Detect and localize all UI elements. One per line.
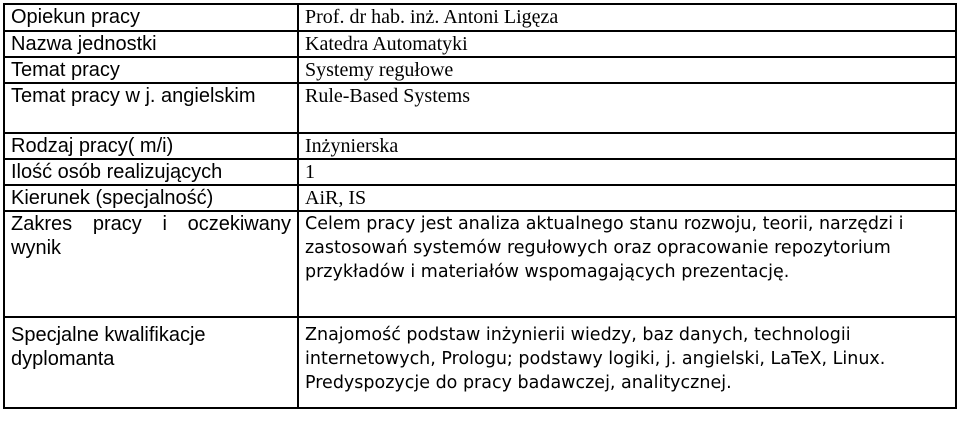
value-unit-name: Katedra Automatyki xyxy=(298,31,956,57)
value-thesis-topic-english: Rule-Based Systems xyxy=(298,83,956,133)
thesis-info-table xyxy=(3,3,957,409)
value-thesis-type: Inżynierska xyxy=(298,133,956,159)
table-row xyxy=(4,211,956,317)
table-row xyxy=(4,83,956,133)
label-scope-and-result: Zakres pracy i oczekiwany wynik xyxy=(4,211,298,317)
value-scope-and-result: Celem pracy jest analiza aktualnego stanu rozwoju, teorii, narzędzi i zastosowań systemów regułowych oraz opracowanie repozytorium przykładów i materiałów wspomagających prezentację. xyxy=(298,211,956,317)
label-special-qualifications: Specjalne kwalifikacje dyplomanta xyxy=(4,317,298,408)
table-row xyxy=(4,133,956,159)
value-field-specialty: AiR, IS xyxy=(298,185,956,211)
table-row xyxy=(4,4,956,31)
value-person-count: 1 xyxy=(298,159,956,185)
table-row xyxy=(4,185,956,211)
label-thesis-type: Rodzaj pracy( m/i) xyxy=(4,133,298,159)
value-special-qualifications: Znajomość podstaw inżynierii wiedzy, baz danych, technologii internetowych, Prologu; podstawy logiki, j. angielski, LaTeX, Linux. Predyspozycje do pracy badawczej, analitycznej. xyxy=(298,317,956,408)
value-supervisor: Prof. dr hab. inż. Antoni Ligęza xyxy=(298,4,956,31)
label-person-count: Ilość osób realizujących xyxy=(4,159,298,185)
value-thesis-topic: Systemy regułowe xyxy=(298,57,956,83)
label-thesis-topic-english: Temat pracy w j. angielskim xyxy=(4,83,298,133)
table-row xyxy=(4,57,956,83)
label-thesis-topic: Temat pracy xyxy=(4,57,298,83)
label-field-specialty: Kierunek (specjalność) xyxy=(4,185,298,211)
table-row xyxy=(4,31,956,57)
table-row xyxy=(4,317,956,408)
label-unit-name: Nazwa jednostki xyxy=(4,31,298,57)
table-row xyxy=(4,159,956,185)
label-supervisor: Opiekun pracy xyxy=(4,4,298,31)
